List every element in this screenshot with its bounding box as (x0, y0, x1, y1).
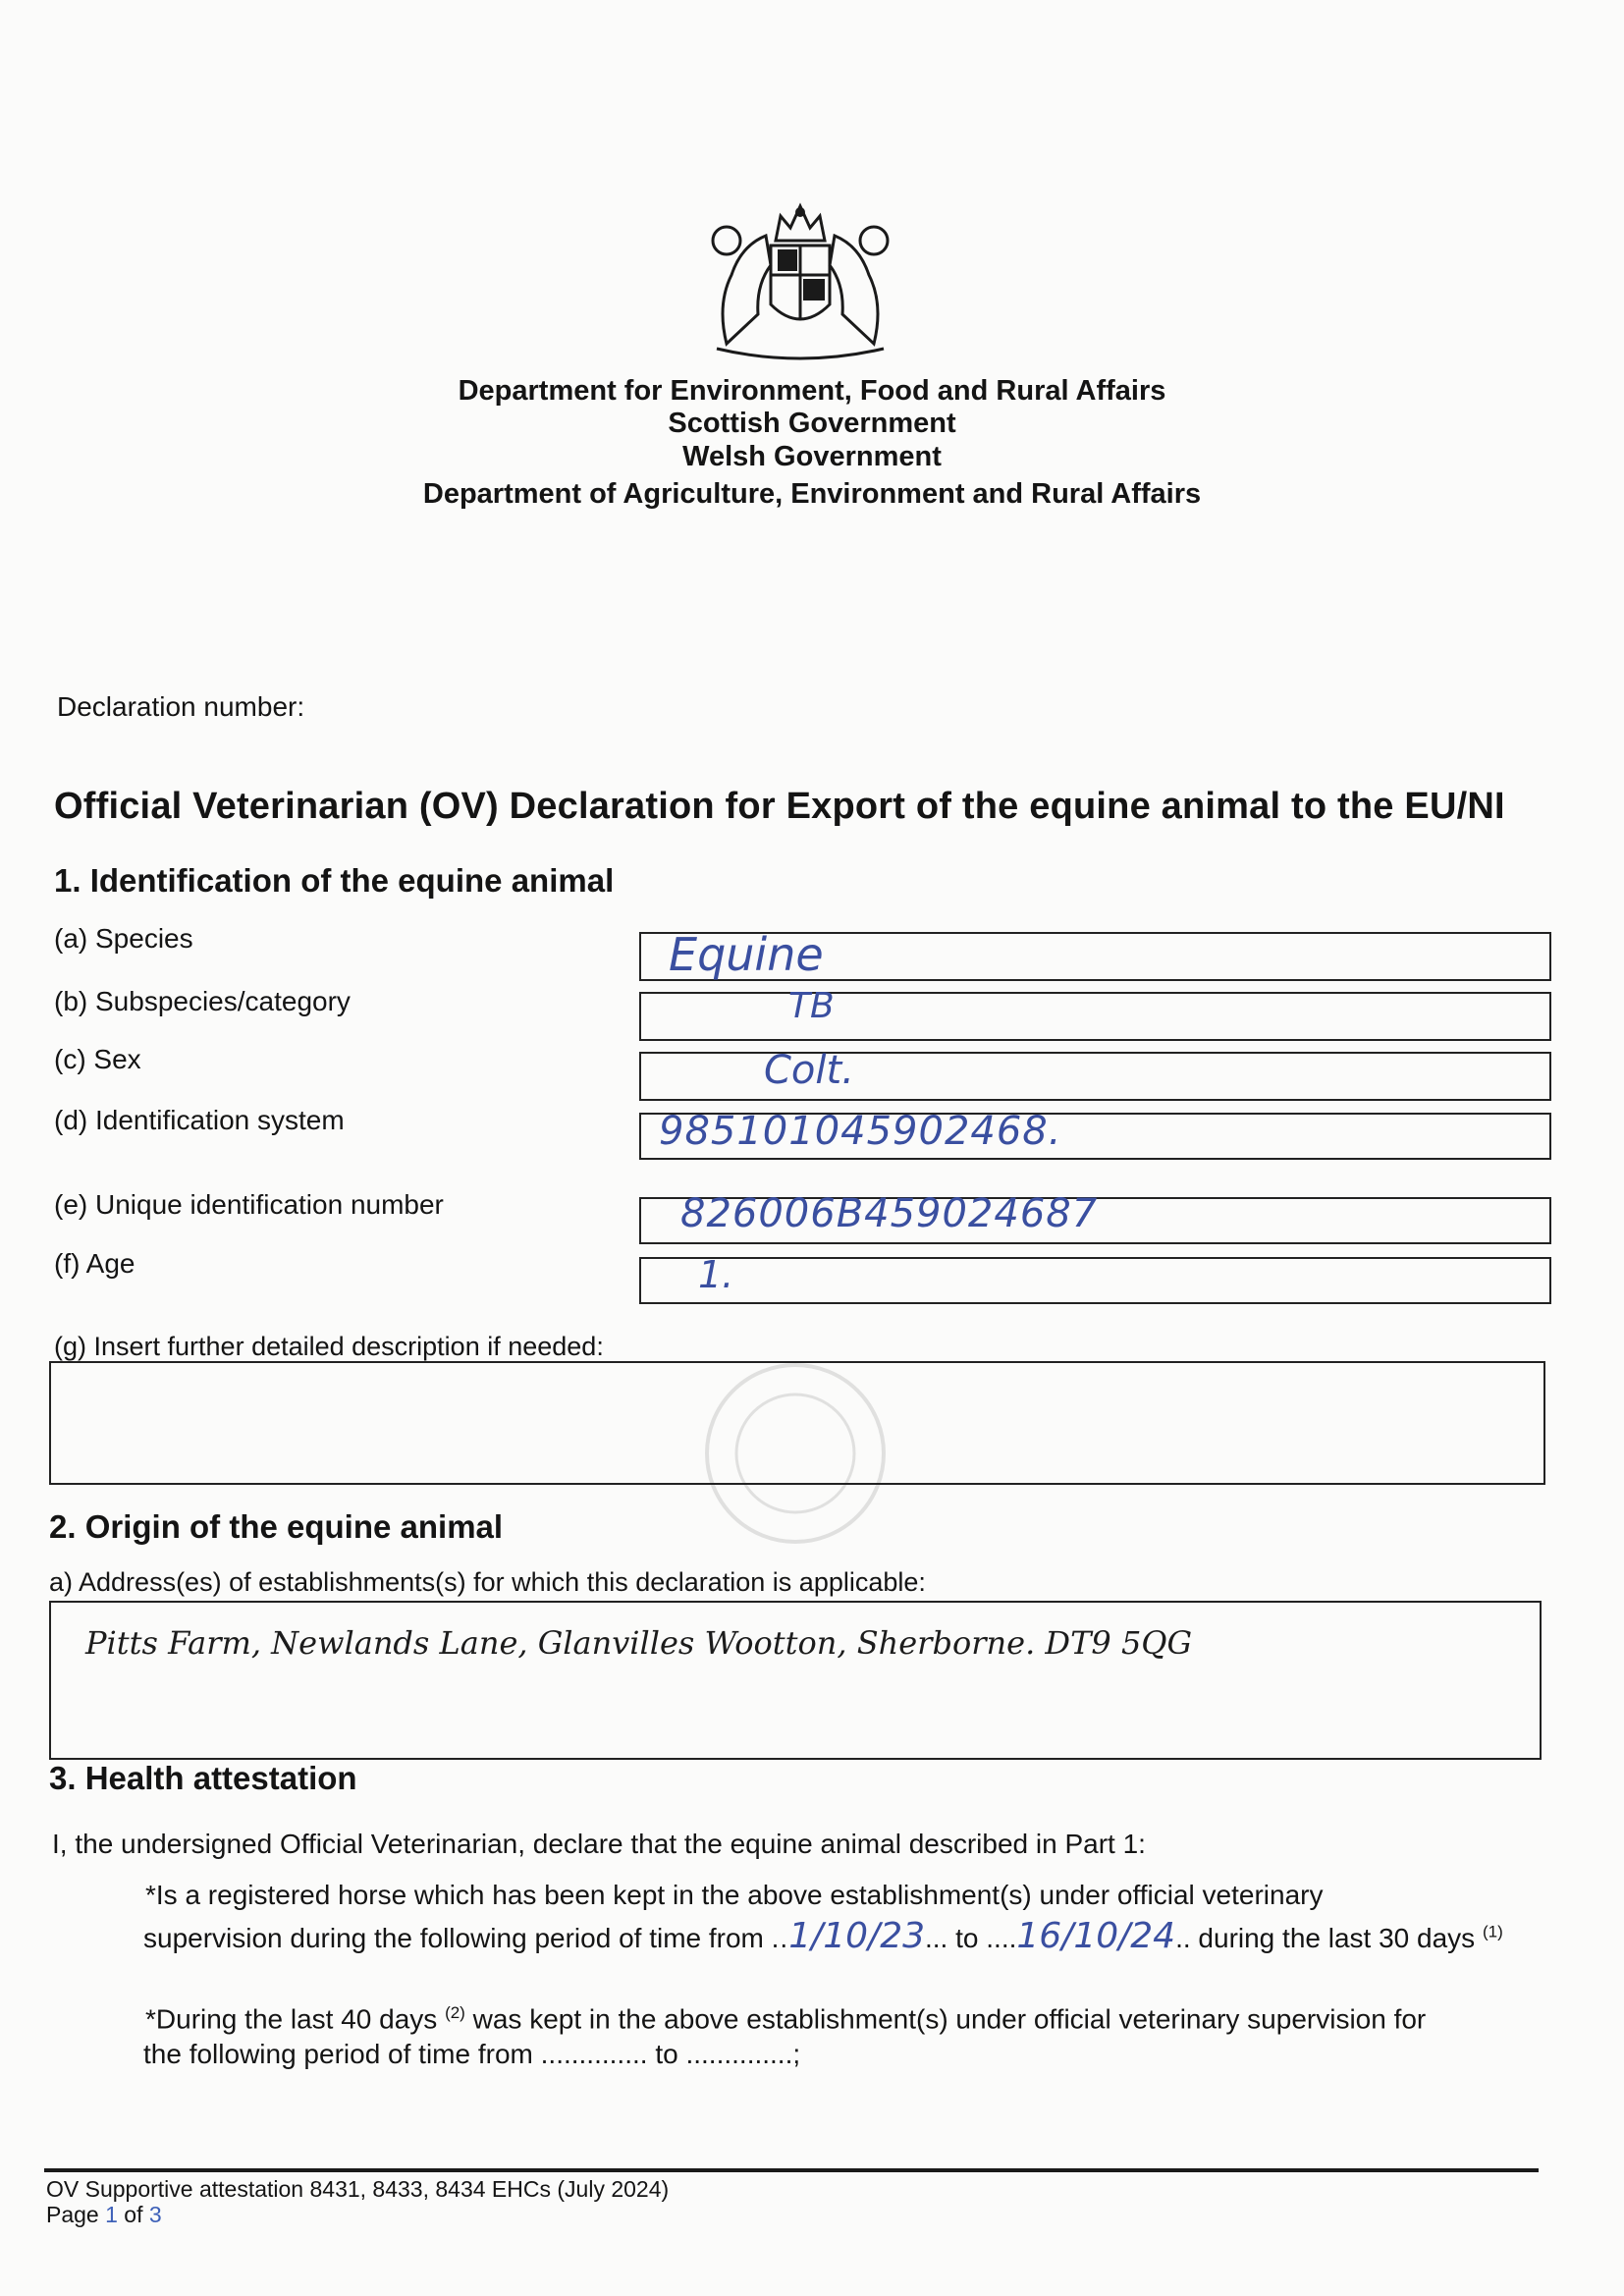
attestation-intro: I, the undersigned Official Veterinarian, declare that the equine animal described in Part 1: (52, 1829, 1146, 1859)
period-to-value: 16/10/24 (1016, 1916, 1176, 1956)
para1-period-end: during the last 30 days (1198, 1923, 1476, 1953)
para1-period-text: supervision during the following period of time from (143, 1923, 764, 1953)
sex-value: Colt. (764, 1048, 854, 1093)
department-welsh-government: Welsh Government (682, 441, 942, 472)
section-3-heading: 3. Health attestation (49, 1760, 357, 1796)
address-label: a) Address(es) of establishments(s) for which this declaration is applicable: (49, 1567, 926, 1597)
period-from-value: 1/10/23 (788, 1916, 925, 1956)
unique-id-label: (e) Unique identification number (54, 1189, 444, 1220)
sex-field[interactable] (639, 1048, 1551, 1101)
species-field[interactable] (639, 928, 1551, 981)
section-1-heading: 1. Identification of the equine animal (54, 862, 615, 899)
subspecies-value: TB (788, 986, 835, 1026)
department-daera: Department of Agriculture, Environment and Rural Affairs (422, 478, 1202, 510)
attestation-para2-line1: *During the last 40 days $^{(2)}$ was kept in the above establishment(s) under official veterinary supervision for (145, 2003, 1427, 2035)
unique-id-value: 826006B459024687 (680, 1191, 1099, 1236)
species-label: (a) Species (54, 923, 193, 954)
identification-system-value: 985101045902468. (659, 1109, 1062, 1154)
address-field[interactable] (49, 1601, 1542, 1760)
age-field[interactable] (639, 1253, 1551, 1304)
attestation-para1-line1: *Is a registered horse which has been kept in the above establishment(s) under official veterinary (145, 1880, 1324, 1910)
royal-coat-of-arms-icon (687, 187, 913, 363)
further-description-field[interactable] (49, 1361, 1545, 1485)
current-page: 1 (105, 2202, 118, 2227)
footer-attestation-ref: OV Supportive attestation 8431, 8433, 8434 EHCs (July 2024) (46, 2176, 670, 2202)
page-title: Official Veterinarian (OV) Declaration for Export of the equine animal to the EU/NI (54, 786, 1505, 827)
age-label: (f) Age (54, 1248, 135, 1279)
species-value: Equine (669, 928, 824, 981)
unique-id-field[interactable] (639, 1191, 1551, 1244)
declaration-number-label: Declaration number: (57, 691, 305, 722)
address-value: Pitts Farm, Newlands Lane, Glanvilles Wootton, Sherborne. DT9 5QG (85, 1624, 1193, 1662)
department-defra: Department for Environment, Food and Rural Affairs (458, 375, 1166, 407)
footer-divider (44, 2168, 1539, 2172)
subspecies-field[interactable] (639, 986, 1551, 1041)
identification-system-field[interactable] (639, 1109, 1551, 1160)
further-description-label: (g) Insert further detailed description if needed: (54, 1332, 604, 1361)
footer-page-number: Page 1 of 3 (46, 2202, 162, 2227)
section-2-heading: 2. Origin of the equine animal (49, 1508, 504, 1545)
age-value: 1. (698, 1253, 734, 1296)
footnote-1: (1) (1482, 1922, 1503, 1941)
subspecies-label: (b) Subspecies/category (54, 986, 351, 1016)
total-pages: 3 (148, 2202, 162, 2227)
period-to-word: to (955, 1923, 979, 1953)
sex-label: (c) Sex (54, 1044, 141, 1074)
footnote-2: (2) (445, 2003, 465, 2022)
attestation-para1-line2: supervision during the following period of time from ..1/10/23... to ....16/10/24.. during the last 30 days $^{(1)}$ (143, 1916, 1503, 1956)
department-scottish-government: Scottish Government (668, 408, 956, 439)
attestation-para2-line2: the following period of time from .............. to ..............; (143, 2039, 801, 2069)
identification-system-label: (d) Identification system (54, 1105, 345, 1135)
